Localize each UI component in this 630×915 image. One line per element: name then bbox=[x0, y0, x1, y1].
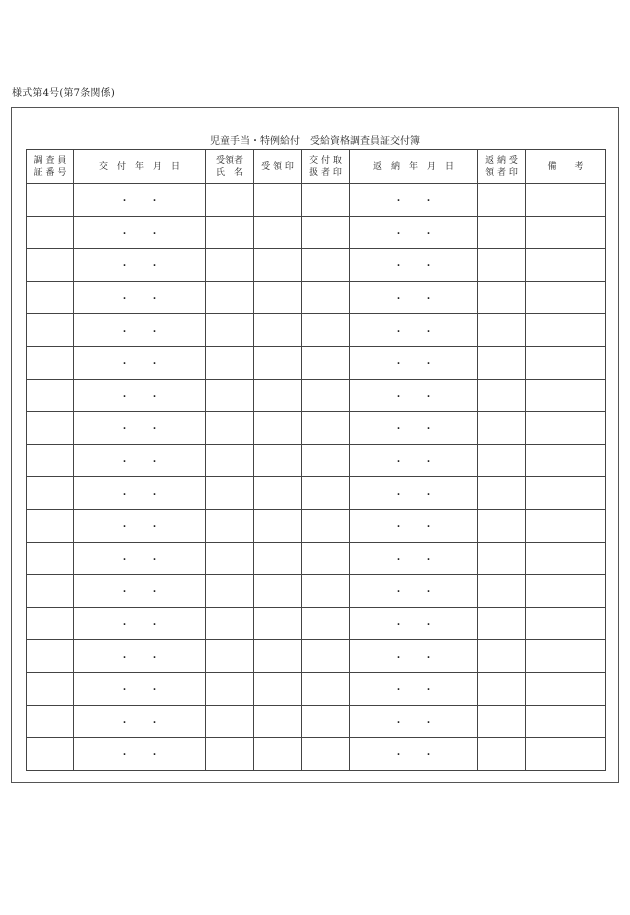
date-placeholder: ・ ・ bbox=[119, 261, 160, 273]
receipt-seal-cell bbox=[254, 705, 302, 738]
investigator-id-cell bbox=[27, 314, 74, 347]
investigator-id-cell bbox=[27, 738, 74, 771]
return-receiver-seal-cell bbox=[478, 216, 526, 249]
date-placeholder: ・ ・ bbox=[119, 620, 160, 632]
recipient-name-cell bbox=[206, 184, 254, 217]
issue-date-cell bbox=[74, 575, 206, 608]
investigator-id-cell bbox=[27, 575, 74, 608]
col-header-investigator-id bbox=[27, 150, 74, 184]
receipt-seal-cell bbox=[254, 412, 302, 445]
return-receiver-seal-cell bbox=[478, 281, 526, 314]
issuing-officer-seal-cell bbox=[302, 249, 350, 282]
receipt-seal-cell bbox=[254, 346, 302, 379]
form-title: 児童手当・特例給付 受給資格調査員証交付簿 bbox=[210, 136, 420, 147]
investigator-id-cell bbox=[27, 412, 74, 445]
remarks-cell bbox=[526, 672, 606, 705]
table-row bbox=[27, 379, 606, 412]
date-placeholder: ・ ・ bbox=[119, 717, 160, 729]
return-date-cell bbox=[350, 509, 478, 542]
remarks-cell bbox=[526, 216, 606, 249]
table-row bbox=[27, 216, 606, 249]
recipient-name-cell bbox=[206, 346, 254, 379]
investigator-id-cell bbox=[27, 281, 74, 314]
return-date-cell bbox=[350, 705, 478, 738]
table-row bbox=[27, 607, 606, 640]
date-placeholder: ・ ・ bbox=[393, 652, 434, 664]
investigator-id-cell bbox=[27, 249, 74, 282]
date-placeholder: ・ ・ bbox=[119, 391, 160, 403]
receipt-seal-cell bbox=[254, 640, 302, 673]
issue-date-cell bbox=[74, 640, 206, 673]
issue-date-cell bbox=[74, 477, 206, 510]
remarks-cell bbox=[526, 412, 606, 445]
issuing-officer-seal-cell bbox=[302, 705, 350, 738]
recipient-name-cell bbox=[206, 607, 254, 640]
recipient-name-cell bbox=[206, 249, 254, 282]
date-placeholder: ・ ・ bbox=[119, 652, 160, 664]
remarks-cell bbox=[526, 249, 606, 282]
date-placeholder: ・ ・ bbox=[393, 620, 434, 632]
receipt-seal-cell bbox=[254, 281, 302, 314]
return-date-cell bbox=[350, 607, 478, 640]
receipt-seal-cell bbox=[254, 444, 302, 477]
issue-date-cell bbox=[74, 738, 206, 771]
receipt-seal-cell bbox=[254, 314, 302, 347]
recipient-name-cell bbox=[206, 216, 254, 249]
header-row bbox=[27, 150, 606, 184]
investigator-id-cell bbox=[27, 542, 74, 575]
investigator-id-cell bbox=[27, 672, 74, 705]
issuing-officer-seal-cell bbox=[302, 346, 350, 379]
return-date-cell bbox=[350, 738, 478, 771]
date-placeholder: ・ ・ bbox=[393, 457, 434, 469]
return-receiver-seal-cell bbox=[478, 509, 526, 542]
investigator-id-cell bbox=[27, 705, 74, 738]
return-date-cell bbox=[350, 216, 478, 249]
investigator-id-cell bbox=[27, 216, 74, 249]
date-placeholder: ・ ・ bbox=[393, 228, 434, 240]
issue-date-cell bbox=[74, 705, 206, 738]
return-receiver-seal-cell bbox=[478, 672, 526, 705]
issuing-officer-seal-cell bbox=[302, 575, 350, 608]
issuing-officer-seal-cell bbox=[302, 216, 350, 249]
return-receiver-seal-cell bbox=[478, 575, 526, 608]
receipt-seal-cell bbox=[254, 379, 302, 412]
return-receiver-seal-cell bbox=[478, 346, 526, 379]
form-code: 様式第4号(第7条関係) bbox=[12, 88, 115, 99]
issuing-officer-seal-cell bbox=[302, 314, 350, 347]
issue-date-cell bbox=[74, 672, 206, 705]
table-row bbox=[27, 444, 606, 477]
table-row bbox=[27, 281, 606, 314]
remarks-cell bbox=[526, 542, 606, 575]
return-date-cell bbox=[350, 575, 478, 608]
return-date-cell bbox=[350, 672, 478, 705]
remarks-cell bbox=[526, 379, 606, 412]
date-placeholder: ・ ・ bbox=[119, 359, 160, 371]
date-placeholder: ・ ・ bbox=[393, 326, 434, 338]
table-row bbox=[27, 249, 606, 282]
col-header-return-date bbox=[350, 150, 478, 184]
remarks-cell bbox=[526, 607, 606, 640]
issuing-officer-seal-cell bbox=[302, 412, 350, 445]
return-date-cell bbox=[350, 444, 478, 477]
recipient-name-cell bbox=[206, 542, 254, 575]
recipient-name-cell bbox=[206, 477, 254, 510]
header-line: 交 付 取 bbox=[309, 155, 342, 166]
remarks-cell bbox=[526, 444, 606, 477]
return-date-cell bbox=[350, 184, 478, 217]
remarks-cell bbox=[526, 314, 606, 347]
remarks-cell bbox=[526, 705, 606, 738]
table-row bbox=[27, 575, 606, 608]
return-receiver-seal-cell bbox=[478, 477, 526, 510]
date-placeholder: ・ ・ bbox=[393, 717, 434, 729]
table-row bbox=[27, 672, 606, 705]
issue-date-cell bbox=[74, 607, 206, 640]
return-date-cell bbox=[350, 379, 478, 412]
return-date-cell bbox=[350, 314, 478, 347]
return-date-cell bbox=[350, 640, 478, 673]
header-line: 証 番 号 bbox=[33, 167, 67, 178]
date-placeholder: ・ ・ bbox=[119, 750, 160, 762]
ledger-table bbox=[26, 149, 606, 771]
return-receiver-seal-cell bbox=[478, 640, 526, 673]
receipt-seal-cell bbox=[254, 672, 302, 705]
issuing-officer-seal-cell bbox=[302, 607, 350, 640]
issue-date-cell bbox=[74, 444, 206, 477]
header-line: 受 領 印 bbox=[261, 161, 294, 172]
return-receiver-seal-cell bbox=[478, 314, 526, 347]
receipt-seal-cell bbox=[254, 184, 302, 217]
issue-date-cell bbox=[74, 314, 206, 347]
return-receiver-seal-cell bbox=[478, 249, 526, 282]
issue-date-cell bbox=[74, 412, 206, 445]
investigator-id-cell bbox=[27, 346, 74, 379]
issuing-officer-seal-cell bbox=[302, 640, 350, 673]
date-placeholder: ・ ・ bbox=[393, 685, 434, 697]
return-receiver-seal-cell bbox=[478, 379, 526, 412]
investigator-id-cell bbox=[27, 607, 74, 640]
date-placeholder: ・ ・ bbox=[393, 196, 434, 208]
receipt-seal-cell bbox=[254, 575, 302, 608]
date-placeholder: ・ ・ bbox=[393, 554, 434, 566]
table-row bbox=[27, 705, 606, 738]
issue-date-cell bbox=[74, 216, 206, 249]
issuing-officer-seal-cell bbox=[302, 184, 350, 217]
issue-date-cell bbox=[74, 542, 206, 575]
return-receiver-seal-cell bbox=[478, 444, 526, 477]
receipt-seal-cell bbox=[254, 738, 302, 771]
recipient-name-cell bbox=[206, 640, 254, 673]
return-date-cell bbox=[350, 346, 478, 379]
receipt-seal-cell bbox=[254, 509, 302, 542]
recipient-name-cell bbox=[206, 672, 254, 705]
ledger-frame bbox=[11, 107, 619, 783]
date-placeholder: ・ ・ bbox=[119, 489, 160, 501]
recipient-name-cell bbox=[206, 281, 254, 314]
date-placeholder: ・ ・ bbox=[119, 228, 160, 240]
remarks-cell bbox=[526, 509, 606, 542]
receipt-seal-cell bbox=[254, 477, 302, 510]
receipt-seal-cell bbox=[254, 216, 302, 249]
recipient-name-cell bbox=[206, 444, 254, 477]
col-header-recipient-name bbox=[206, 150, 254, 184]
issuing-officer-seal-cell bbox=[302, 444, 350, 477]
issue-date-cell bbox=[74, 346, 206, 379]
date-placeholder: ・ ・ bbox=[119, 294, 160, 306]
investigator-id-cell bbox=[27, 184, 74, 217]
table-row bbox=[27, 314, 606, 347]
table-row bbox=[27, 412, 606, 445]
remarks-cell bbox=[526, 184, 606, 217]
return-receiver-seal-cell bbox=[478, 542, 526, 575]
ledger-body bbox=[27, 184, 606, 771]
col-header-issuing-officer-seal bbox=[302, 150, 350, 184]
issuing-officer-seal-cell bbox=[302, 672, 350, 705]
receipt-seal-cell bbox=[254, 607, 302, 640]
col-header-return-receiver-seal bbox=[478, 150, 526, 184]
header-line: 交 付 年 月 日 bbox=[98, 161, 180, 172]
issuing-officer-seal-cell bbox=[302, 379, 350, 412]
table-row bbox=[27, 509, 606, 542]
header-line: 備 考 bbox=[547, 161, 584, 172]
recipient-name-cell bbox=[206, 509, 254, 542]
return-date-cell bbox=[350, 412, 478, 445]
remarks-cell bbox=[526, 575, 606, 608]
remarks-cell bbox=[526, 281, 606, 314]
header-line: 領 者 印 bbox=[485, 167, 518, 178]
issuing-officer-seal-cell bbox=[302, 281, 350, 314]
investigator-id-cell bbox=[27, 444, 74, 477]
table-row bbox=[27, 346, 606, 379]
date-placeholder: ・ ・ bbox=[119, 457, 160, 469]
issuing-officer-seal-cell bbox=[302, 509, 350, 542]
investigator-id-cell bbox=[27, 379, 74, 412]
date-placeholder: ・ ・ bbox=[393, 587, 434, 599]
date-placeholder: ・ ・ bbox=[119, 685, 160, 697]
date-placeholder: ・ ・ bbox=[119, 554, 160, 566]
date-placeholder: ・ ・ bbox=[393, 359, 434, 371]
header-line: 返 納 受 bbox=[485, 155, 518, 166]
return-receiver-seal-cell bbox=[478, 607, 526, 640]
table-row bbox=[27, 477, 606, 510]
receipt-seal-cell bbox=[254, 249, 302, 282]
header-line: 扱 者 印 bbox=[309, 167, 342, 178]
date-placeholder: ・ ・ bbox=[393, 261, 434, 273]
return-date-cell bbox=[350, 477, 478, 510]
date-placeholder: ・ ・ bbox=[393, 750, 434, 762]
investigator-id-cell bbox=[27, 509, 74, 542]
recipient-name-cell bbox=[206, 575, 254, 608]
investigator-id-cell bbox=[27, 477, 74, 510]
issuing-officer-seal-cell bbox=[302, 738, 350, 771]
remarks-cell bbox=[526, 738, 606, 771]
return-date-cell bbox=[350, 249, 478, 282]
return-receiver-seal-cell bbox=[478, 738, 526, 771]
header-line: 受領者 bbox=[215, 155, 243, 166]
header-line: 調 査 員 bbox=[33, 155, 67, 166]
recipient-name-cell bbox=[206, 412, 254, 445]
date-placeholder: ・ ・ bbox=[119, 522, 160, 534]
return-receiver-seal-cell bbox=[478, 705, 526, 738]
issue-date-cell bbox=[74, 184, 206, 217]
header-line: 氏 名 bbox=[215, 167, 243, 178]
return-receiver-seal-cell bbox=[478, 412, 526, 445]
col-header-remarks bbox=[526, 150, 606, 184]
issuing-officer-seal-cell bbox=[302, 542, 350, 575]
return-date-cell bbox=[350, 281, 478, 314]
issuing-officer-seal-cell bbox=[302, 477, 350, 510]
date-placeholder: ・ ・ bbox=[119, 587, 160, 599]
investigator-id-cell bbox=[27, 640, 74, 673]
recipient-name-cell bbox=[206, 738, 254, 771]
col-header-receipt-seal bbox=[254, 150, 302, 184]
header-line: 返 納 年 月 日 bbox=[372, 161, 454, 172]
remarks-cell bbox=[526, 346, 606, 379]
date-placeholder: ・ ・ bbox=[119, 196, 160, 208]
issue-date-cell bbox=[74, 281, 206, 314]
issue-date-cell bbox=[74, 249, 206, 282]
date-placeholder: ・ ・ bbox=[393, 391, 434, 403]
recipient-name-cell bbox=[206, 705, 254, 738]
table-row bbox=[27, 184, 606, 217]
date-placeholder: ・ ・ bbox=[119, 326, 160, 338]
receipt-seal-cell bbox=[254, 542, 302, 575]
table-row bbox=[27, 542, 606, 575]
remarks-cell bbox=[526, 477, 606, 510]
date-placeholder: ・ ・ bbox=[393, 294, 434, 306]
date-placeholder: ・ ・ bbox=[393, 424, 434, 436]
issue-date-cell bbox=[74, 379, 206, 412]
col-header-issue-date bbox=[74, 150, 206, 184]
return-receiver-seal-cell bbox=[478, 184, 526, 217]
table-row bbox=[27, 738, 606, 771]
recipient-name-cell bbox=[206, 379, 254, 412]
recipient-name-cell bbox=[206, 314, 254, 347]
issue-date-cell bbox=[74, 509, 206, 542]
return-date-cell bbox=[350, 542, 478, 575]
table-row bbox=[27, 640, 606, 673]
date-placeholder: ・ ・ bbox=[393, 522, 434, 534]
remarks-cell bbox=[526, 640, 606, 673]
date-placeholder: ・ ・ bbox=[393, 489, 434, 501]
date-placeholder: ・ ・ bbox=[119, 424, 160, 436]
